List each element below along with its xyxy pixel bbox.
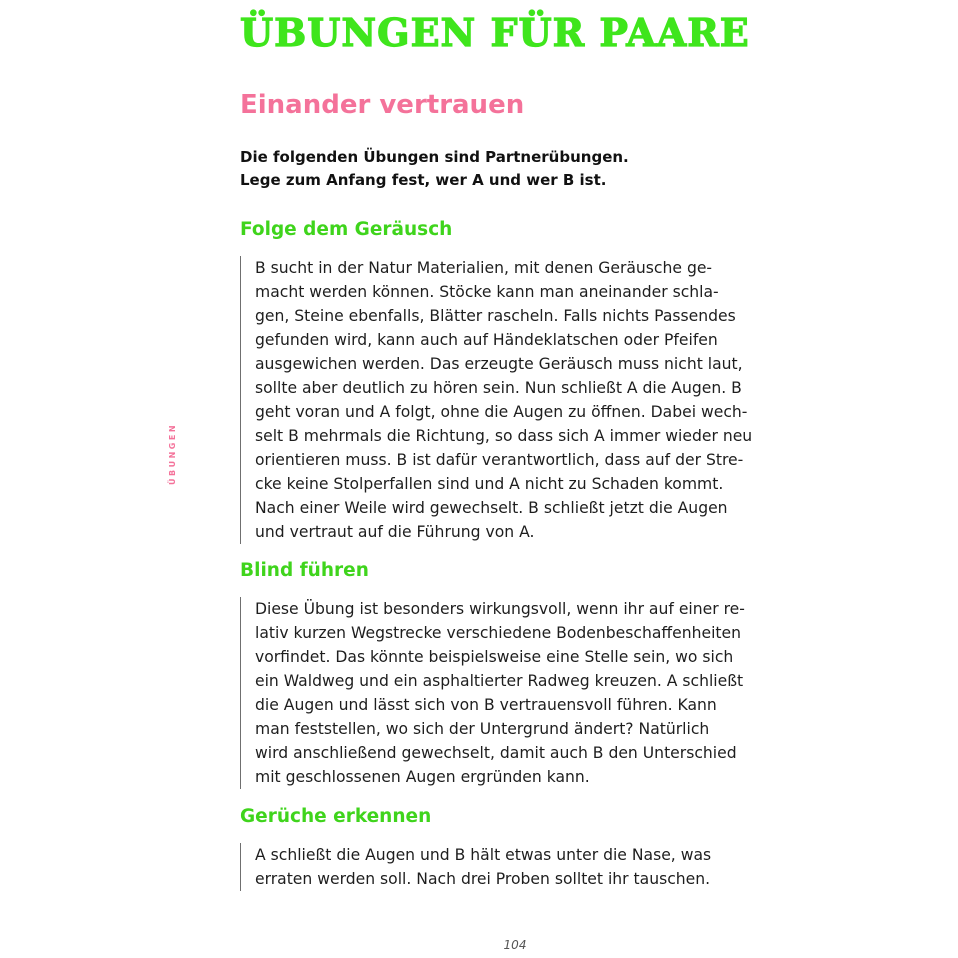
text-line: ein Waldweg und ein asphaltierter Radweg kreuzen. A schließt [255,672,744,690]
text-line: Diese Übung ist besonders wirkungsvoll, wenn ihr auf einer re- [255,600,745,618]
exercise-body-folge-dem-geraeusch [240,256,790,544]
intro-line: Die folgenden Übungen sind Partnerübungen. [240,148,629,166]
text-line: selt B mehrmals die Richtung, so dass sich A immer wieder neu [255,427,753,445]
section-title: Einander vertrauen [240,90,525,120]
intro-line: Lege zum Anfang fest, wer A und wer B ist. [240,171,607,189]
text-line: mit geschlossenen Augen ergründen kann. [255,768,590,786]
text-line: Nach einer Weile wird gewechselt. B schließt jetzt die Augen [255,499,728,517]
text-line: die Augen und lässt sich von B vertrauensvoll führen. Kann [255,696,717,714]
text-line: vorfindet. Das könnte beispielsweise eine Stelle sein, wo sich [255,648,734,666]
text-line: A schließt die Augen und B hält etwas unter die Nase, was [255,846,712,864]
text-line: man feststellen, wo sich der Untergrund ändert? Natürlich [255,720,710,738]
exercise-body-gerueche-erkennen [240,843,790,891]
text-line: geht voran und A folgt, ohne die Augen zu öffnen. Dabei wech- [255,403,748,421]
chapter-side-label: ÜBUNGEN [168,423,177,486]
text-line: orientieren muss. B ist dafür verantwortlich, dass auf der Stre- [255,451,744,469]
exercise-body-blind-fuehren [240,597,790,789]
text-line: erraten werden soll. Nach drei Proben solltet ihr tauschen. [255,870,711,888]
text-line: cke keine Stolperfallen sind und A nicht zu Schaden kommt. [255,475,724,493]
exercise-heading-blind-fuehren: Blind führen [240,560,369,581]
text-line: sollte aber deutlich zu hören sein. Nun schließt A die Augen. B [255,379,742,397]
page-title: ÜBUNGEN FÜR PAARE [240,10,750,55]
text-line: gefunden wird, kann auch auf Händeklatschen oder Pfeifen [255,331,718,349]
text-line: ausgewichen werden. Das erzeugte Geräusch muss nicht laut, [255,355,743,373]
text-line: macht werden können. Stöcke kann man aneinander schla- [255,283,719,301]
intro-text [240,146,629,192]
page-number: 104 [503,938,527,952]
text-line: B sucht in der Natur Materialien, mit denen Geräusche ge- [255,259,713,277]
text-line: und vertraut auf die Führung von A. [255,523,535,541]
text-line: wird anschließend gewechselt, damit auch B den Unterschied [255,744,737,762]
text-line: lativ kurzen Wegstrecke verschiedene Bodenbeschaffenheiten [255,624,742,642]
exercise-heading-gerueche-erkennen: Gerüche erkennen [240,806,432,827]
text-line: gen, Steine ebenfalls, Blätter rascheln. Falls nichts Passendes [255,307,736,325]
exercise-heading-folge-dem-geraeusch: Folge dem Geräusch [240,219,453,240]
